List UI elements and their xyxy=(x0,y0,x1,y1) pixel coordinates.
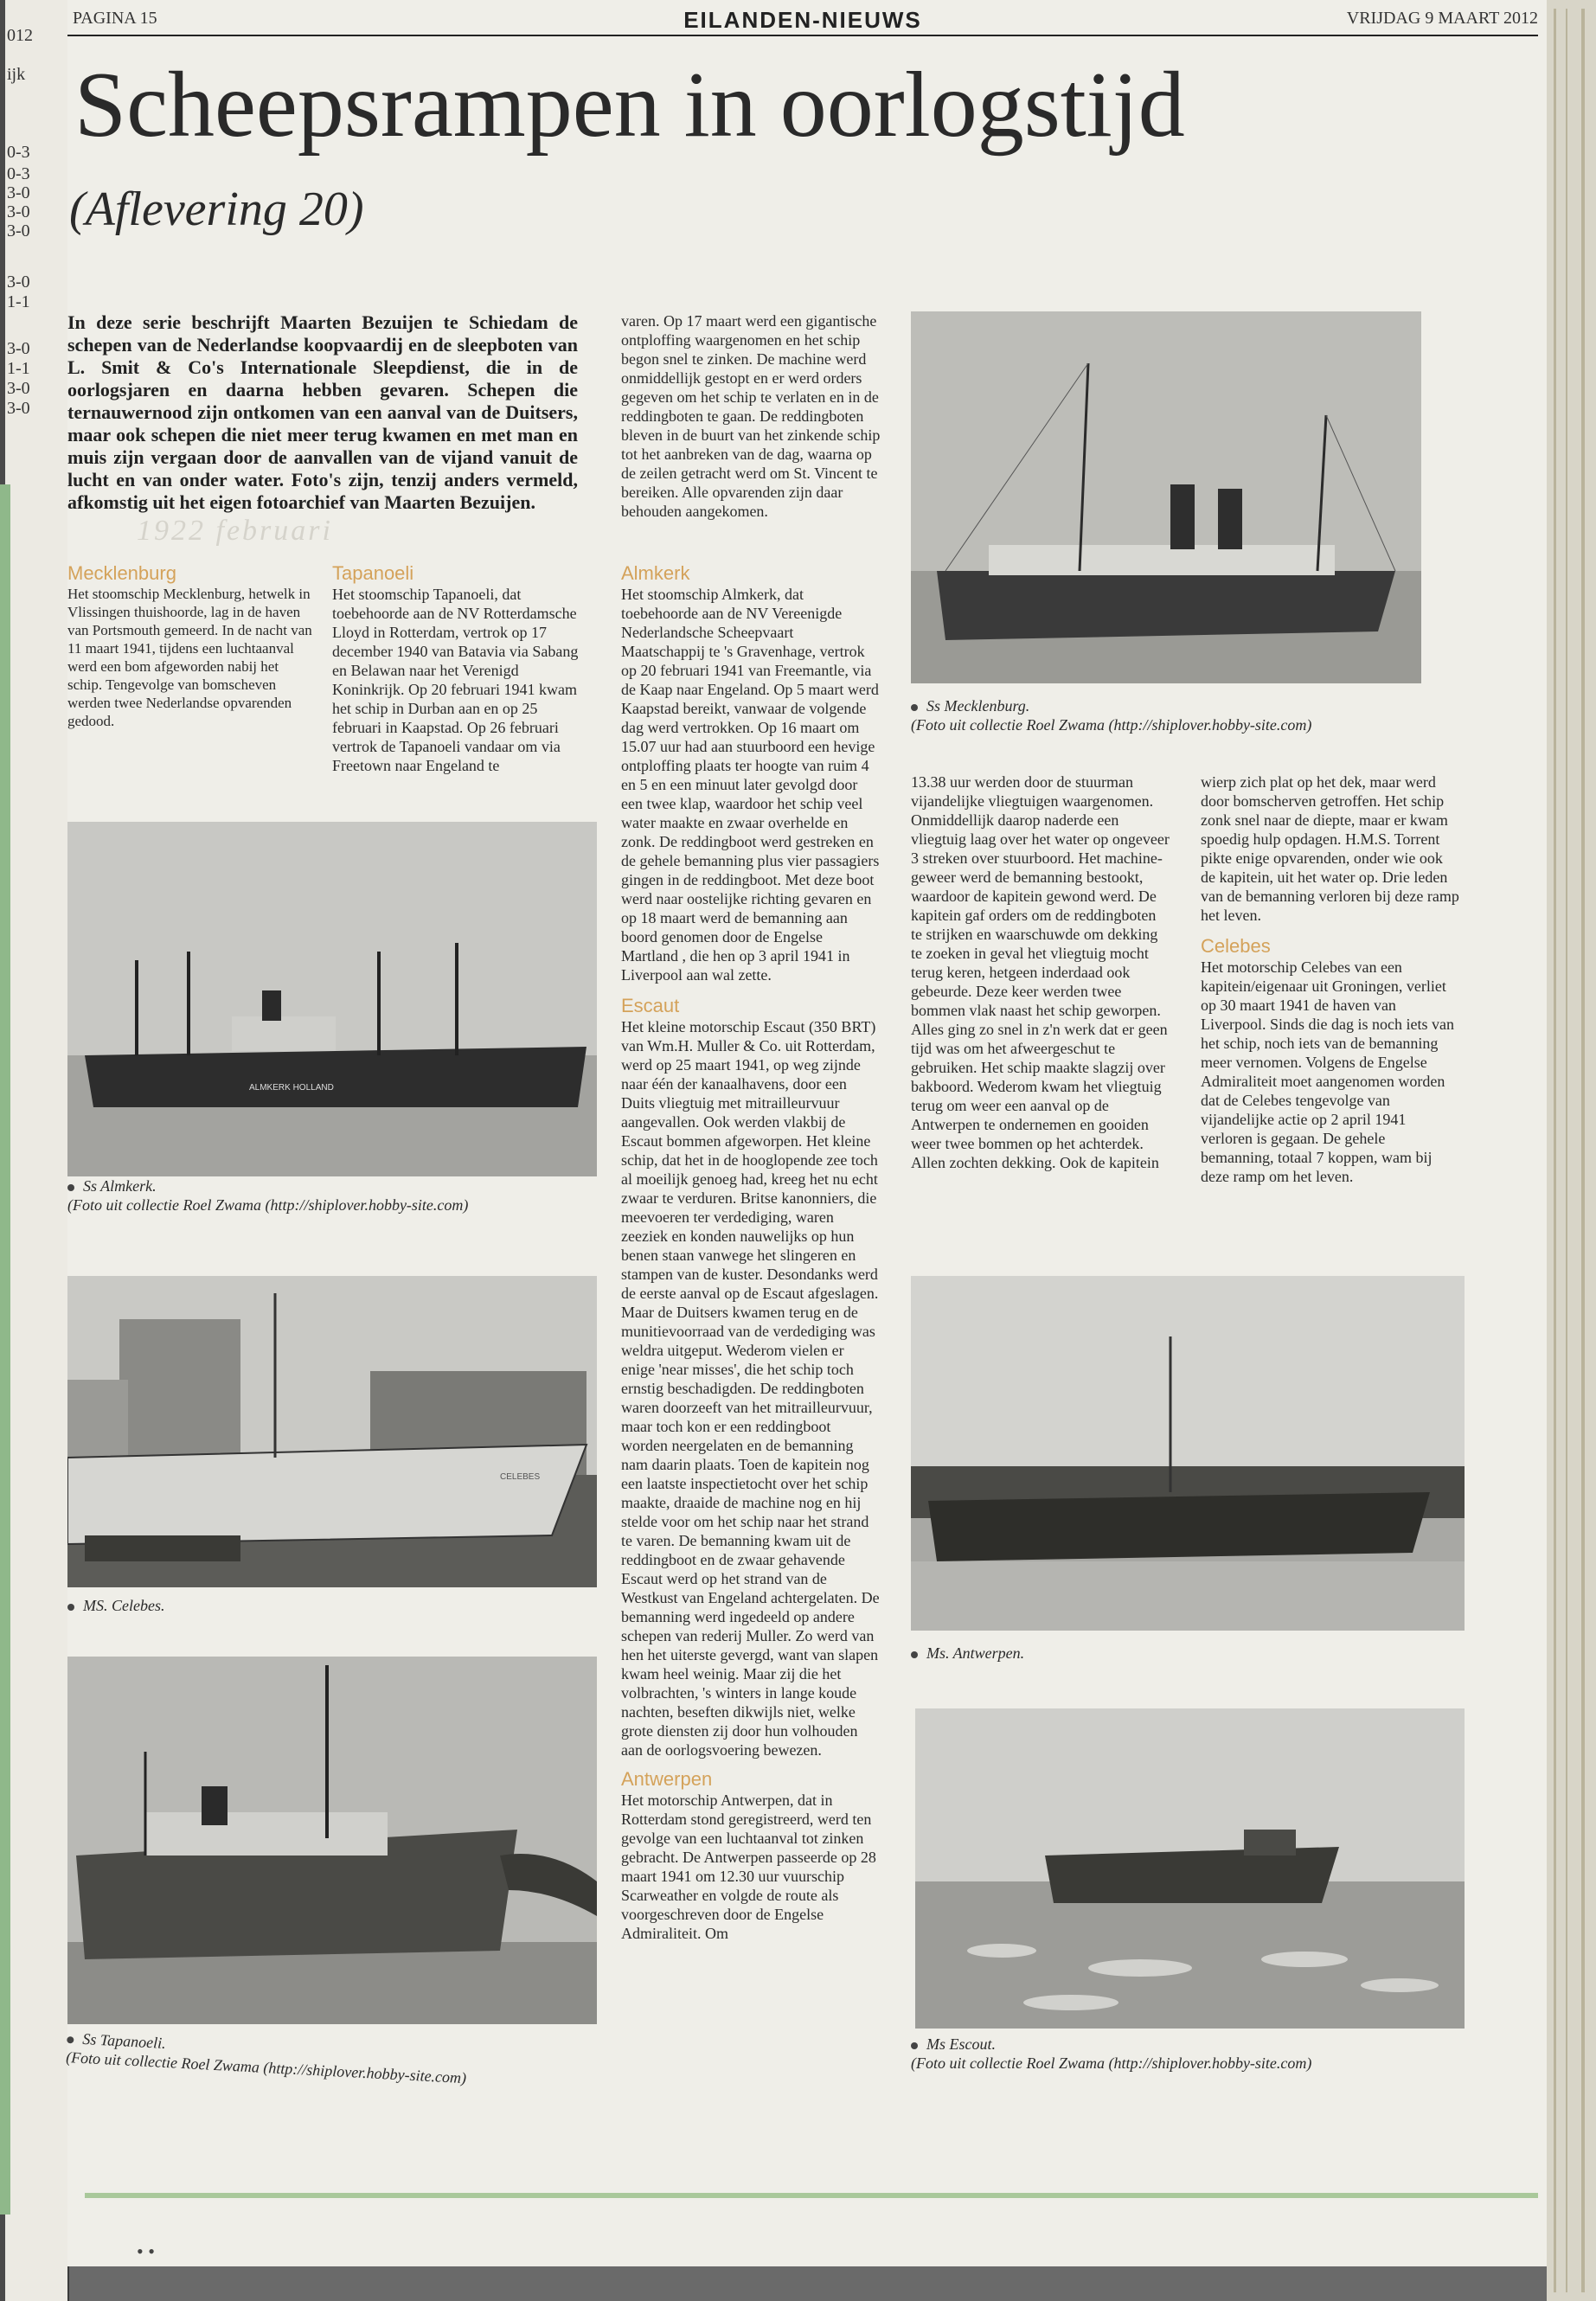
section-text: Het stoomschip Tapanoeli, dat toebehoorde aan de NV Rotterdamsche Lloyd in Rotterdam, vertrok op 17 december 1940 van Batavia via Sabang en Belawan naar het Verenigd Koninkrijk. Op 20 februari 1941 kwam het schip in Durban aan en op 25 februari in Kaapstad. Op 26 februari vertrok de Tapanoeli vandaar om via Freetown naar Engeland te xyxy=(332,586,579,774)
section-heading: Tapanoeli xyxy=(332,562,414,584)
edge-stripe xyxy=(1554,9,1556,2292)
celebes-ship-image xyxy=(67,1276,597,1587)
caption-mecklenburg xyxy=(911,696,1311,734)
page-title: Scheepsrampen in oorlogstijd xyxy=(74,54,1185,157)
caption-bullet xyxy=(911,1651,918,1658)
section-text: varen. Op 17 maart werd een gigantische ontploffing waargenomen en het schip begon snel te zinken. De machine werd onmiddellijk gestopt en er werd orders gegeven om het schip te verlaten en in de reddingboten te gaan. De reddingboten bleven in de buurt van het zinkende schip tot het aanbreken van de dag, waarna op de zeilen getracht werd om St. Vincent te bereiken. Alle opvarenden zijn daar behouden aangekomen. xyxy=(621,312,881,520)
column-3-top xyxy=(621,311,881,521)
caption-credit: (Foto uit collectie Roel Zwama (http://shiplover.hobby-site.com) xyxy=(65,2048,467,2087)
hull-lettering: CELEBES xyxy=(500,1472,541,1482)
strip-text: 1-1 xyxy=(7,292,30,311)
section-heading: Antwerpen xyxy=(621,1768,713,1790)
caption-bullet xyxy=(911,704,918,711)
caption-credit: (Foto uit collectie Roel Zwama (http://shiplover.hobby-site.com) xyxy=(911,716,1312,734)
caption-bullet xyxy=(911,2042,918,2049)
column-3-main xyxy=(621,562,881,1943)
footer-green-rule xyxy=(85,2193,1538,2198)
column-mecklenburg xyxy=(67,562,314,730)
caption-almkerk xyxy=(67,1176,468,1215)
strip-text: 0-3 xyxy=(7,143,30,162)
strip-text: 012 xyxy=(7,26,33,45)
caption-escaut xyxy=(911,2035,1311,2073)
newspaper-page xyxy=(67,0,1547,2266)
antwerpen-ship-image xyxy=(911,1276,1465,1631)
section-heading: Mecklenburg xyxy=(67,562,176,584)
section-text: wierp zich plat op het dek, maar werd door bomscherven getroffen. Het schip zonk snel naar de diepte, maar er kwam spoedig hulp opdagen. H.M.S. Torrent pikte enige opvarenden, onder wie ook de kapitein, uit het water op. Drie leden van de bemanning verloren bij deze ramp het leven. xyxy=(1201,773,1459,924)
caption-bullet xyxy=(67,2036,74,2043)
mecklenburg-ship-image xyxy=(911,311,1421,683)
masthead: EILANDEN-NIEUWS xyxy=(683,7,922,33)
adjacent-page-strip xyxy=(0,0,69,2301)
page-subtitle: (Aflevering 20) xyxy=(69,183,364,236)
photo-mecklenburg xyxy=(911,311,1421,683)
page-number: PAGINA 15 xyxy=(73,9,157,28)
section-text: Het motorschip Antwerpen, dat in Rotterdam stond geregistreerd, werd ten gevolge van een luchtaanval tot zinken gebracht. De Antwerpen passeerde op 28 maart 1941 om 12.30 uur vuurschip Scarweather en volgde de route als voorgeschreven door de Engelse Admiraliteit. Om xyxy=(621,1791,876,1942)
column-tapanoeli xyxy=(332,562,585,775)
section-heading: Escaut xyxy=(621,995,680,1016)
section-text: Het kleine motorschip Escaut (350 BRT) van Wm.H. Muller & Co. uit Rotterdam, werd op 25 maart 1941, op weg zijnde naar één der kanaalhavens, door een Duits vliegtuig met mitrailleurvuur aangevallen. Ook werden vlakbij de Escaut bommen afgeworpen. Het kleine schip, dat het in de hooglopende zee toch al moeilijk genoeg had, kreeg het nu echt zwaar te verduren. Britse kanonniers, die meevoeren ter verdediging, waren zeeziek en konden nauwelijks op hun benen staan vanwege het slingeren en stampen van de kuster. Desondanks werd de eerste aanval op de Escaut afgeslagen. Maar de Duitsers kwamen terug en de munitievoorraad van de verdediging was weldra uitgeput. Wederom vielen er enige 'near misses', die het schip toch ernstig beschadigden. De reddingboten waren doorzeeft van het mitrailleurvuur, maar toch kon er een reddingboot worden neergelaten en de bemanning nam daarin plaats. Toen de kapitein nog een laatste inspectietocht over het schip maakte, draaide de machine nog en hij stelde voor om het schip naar het strand te varen. De bemanning kwam uit de reddingboot en de zwaar gehavende Escaut werd op het strand van de Westkust van Engeland achtergelaten. De bemanning werd ingedeeld op andere schepen van rederij Muller. Zo werd van hen het uiterste gevergd, want van slapen kwam heel weinig. Maar zij die het volbrachten, 's winters in lange koude nachten, beseften dikwijls niet, welke grote diensten zij door hun volhouden aan de oorlogsvoering bewezen. xyxy=(621,1018,880,1759)
show-through-text: 1922 februari xyxy=(137,515,333,547)
caption-antwerpen xyxy=(911,1644,1024,1663)
caption-bullet xyxy=(67,1604,74,1611)
column-5 xyxy=(1201,772,1460,1186)
caption-title: MS. Celebes. xyxy=(83,1597,165,1614)
photo-celebes xyxy=(67,1276,597,1587)
issue-date: VRIJDAG 9 MAART 2012 xyxy=(1346,9,1538,28)
strip-text: 3-0 xyxy=(7,379,30,398)
caption-bullet xyxy=(67,1184,74,1191)
strip-text: 3-0 xyxy=(7,183,30,202)
strip-text: 1-1 xyxy=(7,359,30,378)
strip-text: 3-0 xyxy=(7,221,30,240)
strip-text: 0-3 xyxy=(7,164,30,183)
caption-tapanoeli xyxy=(66,2029,468,2087)
strip-text: 3-0 xyxy=(7,202,30,221)
section-heading: Celebes xyxy=(1201,935,1271,957)
caption-title: Ms Escout. xyxy=(926,2035,996,2053)
strip-text: ijk xyxy=(7,65,26,84)
photo-tapanoeli xyxy=(67,1657,597,2024)
section-text: 13.38 uur werden door de stuurman vijandelijke vliegtuigen waargenomen. Onmiddellijk daarop naderde een vliegtuig laag over het water op ongeveer 3 streken over stuurboord. Het machine-geweer werd de bemanning bestookt, waardoor de kapitein gewond werd. De kapitein gaf orders om de reddingboten te strijken en waarschuwde om dekking te zoeken in geval het vliegtuig mocht terug keren, hetgeen inderdaad ook gebeurde. Deze keer werden twee bommen vlak naast het schip geworpen. Alles ging zo snel in z'n werk dat er geen tijd was om het afweergeschut te gebruiken. Het schip maakte slagzij over bakboord. Wederom kwam het vliegtuig terug om weer een aanval op de Antwerpen te ondernemen en gooiden weer twee bommen op het achterdek. Allen zochten dekking. Ook de kapitein xyxy=(911,773,1170,1171)
photo-antwerpen xyxy=(911,1276,1465,1631)
section-text: Het motorschip Celebes van een kapitein/eigenaar uit Groningen, verliet op 30 maart 1941 de haven van Liverpool. Sinds die dag is noch iets van het schip, noch iets van de bemanning meer vernomen. Volgens de Engelse Admiraliteit moet aangenomen worden dat de Celebes tengevolge van vijandelijke actie op 2 april 1941 verloren is gegaan. De gehele bemanning, totaal 7 koppen, wam bij deze ramp om het leven. xyxy=(1201,958,1454,1185)
escaut-ship-image xyxy=(915,1708,1465,2029)
column-4 xyxy=(911,772,1170,1172)
caption-title: Ss Tapanoeli. xyxy=(81,2029,167,2052)
caption-credit: (Foto uit collectie Roel Zwama (http://shiplover.hobby-site.com) xyxy=(911,2054,1312,2072)
footer-dots: • • xyxy=(137,2240,155,2262)
caption-title: Ss Mecklenburg. xyxy=(926,697,1030,715)
section-text: Het stoomschip Almkerk, dat toebehoorde aan de NV Vereenigde Nederlandsche Scheepvaart Maatschappij te 's Gravenhage, vertrok op 20 februari 1941 van Freemantle, via de Kaap naar Engeland. Op 5 maart werd Kaapstad bereikt, vanwaar de volgende dag werd vertrokken. Op 16 maart om 15.07 uur had aan stuurboord een hevige ontploffing plaats ter hoogte van ruim 4 en 5 en een minuut later gevolgd door een twee klap, waardoor het schip veel water maakte en zwaar overhelde en zonk. De reddingboot werd gestreken en de gehele bemanning plus vier passagiers gingen in de reddingboot. Met deze boot werd naar oostelijke richting gevaren en op 18 maart werd de bemanning aan boord genomen door de Engelse Martland , die hen op 3 april 1941 in Liverpool aan wal zette. xyxy=(621,586,880,984)
photo-almkerk xyxy=(67,822,597,1176)
strip-text: 3-0 xyxy=(7,339,30,358)
almkerk-ship-image xyxy=(67,822,597,1176)
strip-text: 3-0 xyxy=(7,399,30,418)
book-edge xyxy=(1547,0,1596,2301)
caption-credit: (Foto uit collectie Roel Zwama (http://shiplover.hobby-site.com) xyxy=(67,1196,469,1214)
edge-stripe xyxy=(1566,9,1567,2292)
photo-escaut xyxy=(915,1708,1465,2029)
intro-paragraph: In deze serie beschrijft Maarten Bezuijen te Schiedam de schepen van de Nederlandse koopvaardij en de sleepboten van L. Smit & Co's Internationale Sleepdienst, die in de oorlogsjaren en daarna hebben gevaren. Schepen die ternauwernood zijn ontkomen van een aanval van de Duitsers, maar ook schepen die niet meer terug kwamen en met man en muis zijn vergaan door de aanvallen van de vijand vanuit de lucht en van onder water. Foto's zijn, tenzij anders vermeld, afkomstig uit het eigen fotoarchief van Maarten Bezuijen. xyxy=(67,311,578,513)
green-sidebar xyxy=(0,484,10,2214)
section-text: Het stoomschip Mecklenburg, hetwelk in Vlissingen thuishoorde, lag in de haven van Portsmouth gemeerd. In de nacht van 11 maart 1941, tijdens een luchtaanval werd een bom afgeworden nabij het schip. Tengevolge van bomscheven werden twee Nederlandse opvarenden gedood. xyxy=(67,586,312,729)
edge-stripe xyxy=(1581,9,1585,2292)
tapanoeli-ship-image xyxy=(67,1657,597,2024)
caption-title: Ss Almkerk. xyxy=(83,1177,157,1195)
header-rule xyxy=(67,35,1538,36)
hull-lettering: ALMKERK HOLLAND xyxy=(249,1083,334,1093)
strip-text: 3-0 xyxy=(7,272,30,292)
caption-celebes xyxy=(67,1596,164,1615)
section-heading: Almkerk xyxy=(621,562,690,584)
caption-title: Ms. Antwerpen. xyxy=(926,1644,1025,1662)
